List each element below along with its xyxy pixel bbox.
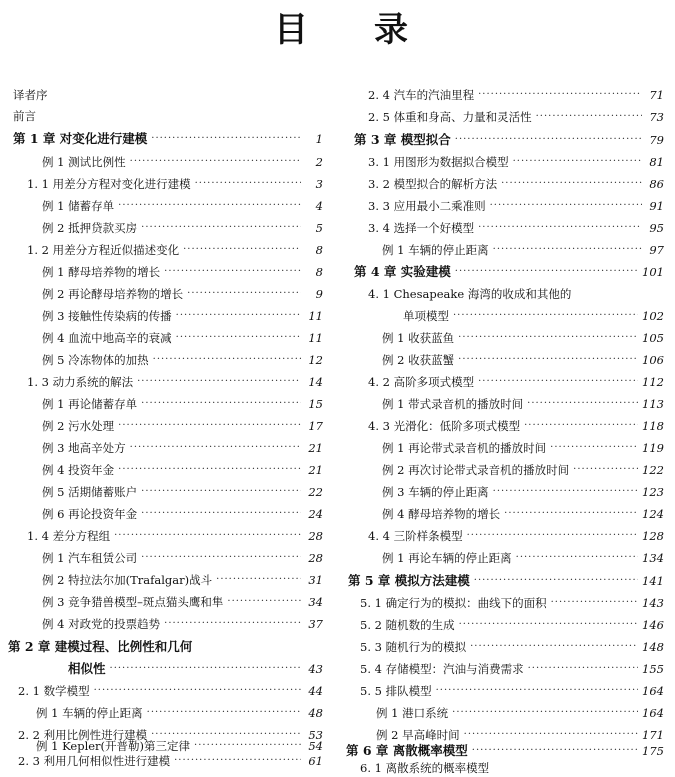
toc-leader-dots: [147, 704, 301, 722]
toc-leader-dots: [493, 483, 638, 501]
toc-page-number: 11: [308, 331, 323, 345]
toc-chapter-2: [8, 638, 323, 656]
toc-leader-dots: [164, 263, 301, 281]
toc-leader-dots: [490, 197, 642, 215]
toc-entry: [42, 505, 323, 523]
toc-entry: [42, 417, 323, 435]
toc-page-number: 54: [308, 739, 323, 753]
toc-entry-text: 例 1 酵母培养物的增长: [42, 265, 161, 279]
toc-leader-dots: [153, 351, 301, 369]
toc-leader-dots: [453, 307, 638, 325]
toc-entry-text: 例 3 车辆的停止距离: [382, 485, 489, 499]
toc-entry: [42, 153, 323, 171]
toc-page-number: 124: [642, 507, 664, 521]
toc-section: [368, 108, 664, 126]
toc-entry: [42, 263, 323, 281]
toc-leader-dots: [195, 175, 301, 193]
toc-page-number: 5: [315, 221, 323, 235]
toc-leader-dots: [551, 594, 638, 612]
toc-entry: [382, 439, 664, 457]
toc-section: [18, 752, 323, 770]
toc-entry: [42, 285, 323, 303]
toc-entry-text: 例 1 再论储蓄存单: [42, 397, 138, 411]
toc-leader-dots: [174, 752, 301, 770]
toc-page-number: 164: [642, 684, 664, 698]
toc-page-number: 3: [315, 177, 323, 191]
toc-leader-dots: [94, 682, 301, 700]
toc-entry-text: 5. 1 确定行为的模拟：曲线下的面积: [360, 596, 547, 610]
toc-page-number: 2: [315, 155, 323, 169]
toc-leader-dots: [470, 638, 638, 656]
toc-entry-text: 5. 4 存储模型：汽油与消费需求: [360, 662, 524, 676]
toc-page-number: 128: [642, 529, 664, 543]
toc-page-number: 9: [315, 287, 323, 301]
toc-leader-dots: [141, 395, 301, 413]
toc-page-number: 17: [308, 419, 323, 433]
toc-chapter-2-cont: [68, 660, 323, 678]
toc-leader-dots: [187, 285, 301, 303]
toc-entry-text: 第 2 章 建模过程、比例性和几何: [8, 639, 193, 654]
toc-page-number: 105: [642, 331, 664, 345]
toc-section: [360, 638, 664, 656]
toc-leader-dots: [452, 704, 638, 722]
toc-page-number: 61: [308, 754, 323, 768]
toc-page-number: 21: [308, 463, 323, 477]
toc-entry: [382, 395, 664, 413]
toc-page-number: 97: [649, 243, 664, 257]
toc-entry-text: 2. 3 利用几何相似性进行建模: [18, 754, 171, 768]
toc-chapter-3: [354, 131, 664, 149]
toc-page-number: 22: [308, 485, 323, 499]
toc-entry-text: 例 6 再论投资年金: [42, 507, 138, 521]
toc-entry-text: 第 5 章 模拟方法建模: [348, 573, 470, 588]
toc-section: [368, 527, 664, 545]
toc-leader-dots: [527, 395, 638, 413]
toc-entry-text: 4. 2 高阶多项式模型: [368, 375, 475, 389]
toc-section: [368, 219, 664, 237]
toc-leader-dots: [455, 263, 638, 281]
toc-entry-text: 5. 5 排队模型: [360, 684, 432, 698]
toc-page-number: 24: [308, 507, 323, 521]
toc-page-number: 73: [649, 110, 664, 124]
toc-entry: [42, 461, 323, 479]
toc-page-number: 34: [308, 595, 323, 609]
toc-entry-text: 4. 4 三阶样条模型: [368, 529, 463, 543]
toc-leader-dots: [114, 527, 301, 545]
toc-leader-dots: [183, 241, 301, 259]
toc-entry-text: 3. 3 应用最小二乘准则: [368, 199, 486, 213]
toc-entry-text: 例 1 测试比例性: [42, 155, 126, 169]
toc-entry-text: 例 5 活期储蓄账户: [42, 485, 138, 499]
toc-page-number: 141: [642, 574, 664, 588]
toc-chapter-4: [354, 263, 664, 281]
toc-entry-text: 例 2 抵押贷款买房: [42, 221, 138, 235]
toc-entry-text: 5. 3 随机行为的模拟: [360, 640, 467, 654]
toc-leader-dots: [141, 505, 301, 523]
toc-entry: [42, 351, 323, 369]
toc-entry: [382, 505, 664, 523]
toc-chapter-6: [346, 742, 664, 760]
toc-entry-text: 例 1 车辆的停止距离: [382, 243, 489, 257]
toc-entry: [42, 483, 323, 501]
toc-entry: [36, 704, 323, 722]
toc-entry: [42, 615, 323, 633]
toc-entry-text: 2. 1 数学模型: [18, 684, 90, 698]
toc-page-number: 86: [649, 177, 664, 191]
toc-leader-dots: [458, 351, 638, 369]
toc-leader-dots: [164, 615, 301, 633]
toc-title-char-2: 录: [374, 10, 408, 50]
toc-leader-dots: [513, 153, 642, 171]
toc-leader-dots: [536, 108, 642, 126]
toc-section: [27, 373, 323, 391]
toc-section: [368, 285, 664, 303]
toc-entry: [376, 704, 664, 722]
toc-leader-dots: [176, 307, 301, 325]
toc-page-number: 43: [308, 662, 323, 676]
toc-page-number: 113: [642, 397, 664, 411]
toc-page-number: 31: [308, 573, 323, 587]
toc-page-number: 71: [649, 88, 664, 102]
toc-leader-dots: [524, 417, 638, 435]
toc-leader-dots: [573, 461, 638, 479]
toc-page-number: 28: [308, 551, 323, 565]
toc-leader-dots: [130, 153, 301, 171]
toc-page-number: 8: [315, 243, 323, 257]
toc-leader-dots: [176, 329, 301, 347]
toc-page-number: 143: [642, 596, 664, 610]
toc-section: [18, 682, 323, 700]
toc-entry-text: 例 2 收获蓝蟹: [382, 353, 455, 367]
toc-page-number: 106: [642, 353, 664, 367]
toc-entry-preface: [13, 107, 318, 125]
toc-entry-text: 例 1 收获蓝鱼: [382, 331, 455, 345]
toc-entry: [42, 329, 323, 347]
toc-leader-dots: [528, 660, 638, 678]
toc-page-number: 112: [642, 375, 664, 389]
toc-page-number: 122: [642, 463, 664, 477]
toc-leader-dots: [455, 131, 642, 149]
toc-entry-text: 2. 4 汽车的汽油里程: [368, 88, 475, 102]
toc-entry-text: 6. 1 离散系统的概率模型: [360, 761, 490, 775]
toc-entry-text: 3. 2 模型拟合的解析方法: [368, 177, 498, 191]
toc-leader-dots: [516, 549, 638, 567]
toc-entry: [42, 571, 323, 589]
toc-entry: [382, 351, 664, 369]
toc-leader-dots: [474, 572, 638, 590]
toc-page-number: 123: [642, 485, 664, 499]
toc-entry-text: 3. 4 选择一个好模型: [368, 221, 475, 235]
toc-page-number: 53: [308, 728, 323, 742]
toc-entry-text: 2. 2 利用比例性进行建模: [18, 728, 148, 742]
toc-entry-text: 例 1 港口系统: [376, 706, 449, 720]
toc-section: [368, 86, 664, 104]
toc-page-number: 95: [649, 221, 664, 235]
toc-entry-text: 1. 3 动力系统的解法: [27, 375, 134, 389]
toc-leader-dots: [118, 197, 301, 215]
toc-page-number: 44: [308, 684, 323, 698]
toc-entry-text: 例 4 酵母培养物的增长: [382, 507, 501, 521]
toc-page-number: 79: [649, 133, 664, 147]
toc-entry-text: 单项模型: [403, 309, 449, 323]
toc-entry: [42, 439, 323, 457]
toc-section: [27, 175, 323, 193]
toc-entry-translator-preface: [13, 86, 318, 104]
toc-page-number: 134: [642, 551, 664, 565]
toc-leader-dots: [467, 527, 638, 545]
toc-entry-text: 第 3 章 模型拟合: [354, 132, 451, 147]
toc-entry-text: 例 2 污水处理: [42, 419, 115, 433]
toc-page-number: 119: [642, 441, 664, 455]
toc-leader-dots: [151, 130, 301, 148]
toc-page-number: 101: [642, 265, 664, 279]
toc-entry-text: 例 2 早高峰时间: [376, 728, 460, 742]
toc-page-number: 164: [642, 706, 664, 720]
toc-page-number: 28: [308, 529, 323, 543]
toc-entry: [382, 329, 664, 347]
toc-entry-text: 例 1 Kepler(开普勒)第三定律: [36, 739, 191, 753]
toc-entry-text: 例 3 接触性传染病的传播: [42, 309, 172, 323]
toc-section-cont: [403, 307, 664, 325]
toc-page-number: 81: [649, 155, 664, 169]
toc-page-number: 118: [642, 419, 664, 433]
toc-page-number: 37: [308, 617, 323, 631]
toc-page-number: 146: [642, 618, 664, 632]
toc-entry-text: 3. 1 用图形为数据拟合模型: [368, 155, 509, 169]
toc-section: [368, 153, 664, 171]
toc-leader-dots: [118, 417, 301, 435]
toc-entry-text: 例 1 汽车租赁公司: [42, 551, 138, 565]
toc-title-char-1: 目: [274, 10, 308, 50]
toc-entry-text: 例 3 地高辛处方: [42, 441, 126, 455]
toc-entry-text: 1. 4 差分方程组: [27, 529, 111, 543]
toc-entry-text: 2. 5 体重和身高、力量和灵活性: [368, 110, 532, 124]
toc-entry-text: 第 6 章 离散概率模型: [346, 743, 468, 758]
toc-page-number: 1: [315, 132, 323, 146]
toc-leader-dots: [141, 549, 301, 567]
toc-page-number: 48: [308, 706, 323, 720]
toc-leader-dots: [118, 461, 301, 479]
toc-leader-dots: [550, 439, 638, 457]
toc-leader-dots: [501, 175, 642, 193]
toc-leader-dots: [458, 329, 638, 347]
toc-entry: [382, 241, 664, 259]
toc-page-number: 21: [308, 441, 323, 455]
toc-leader-dots: [110, 660, 301, 678]
toc-entry: [42, 395, 323, 413]
toc-leader-dots: [459, 616, 638, 634]
toc-page-number: 155: [642, 662, 664, 676]
toc-entry: [42, 593, 323, 611]
toc-leader-dots: [504, 505, 638, 523]
toc-leader-dots: [436, 682, 638, 700]
toc-section: [360, 682, 664, 700]
toc-leader-dots: [137, 373, 301, 391]
toc-entry-text: 例 4 对政党的投票趋势: [42, 617, 161, 631]
toc-section: [368, 175, 664, 193]
toc-entry-text: 例 1 带式录音机的播放时间: [382, 397, 524, 411]
toc-page-number: 102: [642, 309, 664, 323]
toc-entry-text: 例 1 储蓄存单: [42, 199, 115, 213]
toc-page-number: 175: [642, 744, 664, 758]
toc-entry-text: 例 4 投资年金: [42, 463, 115, 477]
toc-title: [0, 2, 675, 48]
toc-section: [360, 594, 664, 612]
toc-entry-text: 例 2 再论酵母培养物的增长: [42, 287, 184, 301]
toc-page-number: 8: [315, 265, 323, 279]
toc-chapter-1: [13, 130, 323, 148]
toc-page-number: 171: [642, 728, 664, 742]
toc-entry: [42, 219, 323, 237]
toc-entry-text: 例 2 再次讨论带式录音机的播放时间: [382, 463, 570, 477]
toc-entry-text: 4. 3 光滑化：低阶多项式模型: [368, 419, 521, 433]
toc-leader-dots: [216, 571, 301, 589]
toc-leader-dots: [227, 593, 301, 611]
toc-section: [27, 527, 323, 545]
toc-entry: [42, 197, 323, 215]
toc-entry-text: 5. 2 随机数的生成: [360, 618, 455, 632]
toc-entry-text: 第 4 章 实验建模: [354, 264, 451, 279]
toc-leader-dots: [478, 219, 642, 237]
toc-page-number: 4: [315, 199, 323, 213]
toc-leader-dots: [141, 219, 301, 237]
toc-leader-dots: [472, 742, 638, 760]
toc-entry: [382, 483, 664, 501]
toc-section: [27, 241, 323, 259]
toc-entry-text: 第 1 章 对变化进行建模: [13, 131, 148, 146]
toc-section: [360, 660, 664, 678]
toc-leader-dots: [130, 439, 301, 457]
toc-page-number: 12: [308, 353, 323, 367]
toc-entry-text: 1. 1 用差分方程对变化进行建模: [27, 177, 191, 191]
toc-page-number: 15: [308, 397, 323, 411]
toc-leader-dots: [493, 241, 642, 259]
toc-entry-text: 译者序: [13, 88, 48, 102]
toc-entry-text: 相似性: [68, 661, 106, 676]
toc-entry: [42, 307, 323, 325]
toc-leader-dots: [141, 483, 301, 501]
toc-entry: [382, 549, 664, 567]
toc-entry-text: 4. 1 Chesapeake 海湾的收成和其他的: [368, 287, 572, 301]
toc-section: [368, 417, 664, 435]
toc-entry-text: 例 1 再论带式录音机的播放时间: [382, 441, 547, 455]
toc-section: [368, 373, 664, 391]
toc-section: [360, 616, 664, 634]
toc-entry-text: 例 5 冷冻物体的加热: [42, 353, 149, 367]
toc-page-number: 148: [642, 640, 664, 654]
toc-page-number: 14: [308, 375, 323, 389]
toc-leader-dots: [478, 86, 642, 104]
toc-entry: [382, 461, 664, 479]
toc-page-number: 91: [649, 199, 664, 213]
toc-entry-text: 例 1 车辆的停止距离: [36, 706, 143, 720]
toc-page-number: 11: [308, 309, 323, 323]
toc-chapter-5: [348, 572, 664, 590]
toc-entry-text: 例 3 竞争猎兽模型–斑点猫头鹰和隼: [42, 595, 224, 609]
toc-entry-text: 前言: [13, 109, 36, 123]
toc-entry-text: 例 1 再论车辆的停止距离: [382, 551, 512, 565]
toc-entry-text: 1. 2 用差分方程近似描述变化: [27, 243, 180, 257]
toc-leader-dots: [478, 373, 638, 391]
toc-entry-text: 例 4 血流中地高辛的衰减: [42, 331, 172, 345]
toc-entry-text: 例 2 特拉法尔加(Trafalgar)战斗: [42, 573, 213, 587]
toc-section: [368, 197, 664, 215]
toc-section: [360, 759, 664, 777]
toc-entry: [42, 549, 323, 567]
